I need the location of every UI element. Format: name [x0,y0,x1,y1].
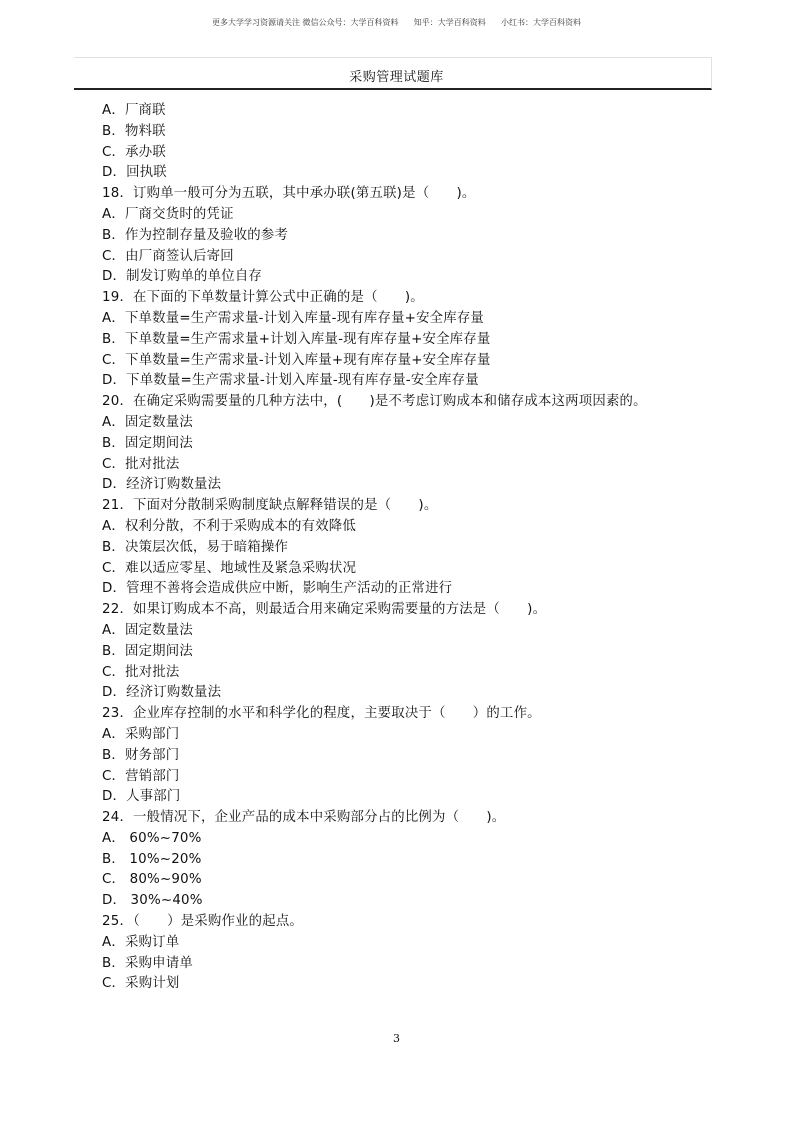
option-line: D．经济订购数量法 [102,477,222,493]
option-line: C．下单数量=生产需求量-计划入库量+现有库存量+安全库存量 [102,352,491,368]
option-line: A．采购部门 [102,726,180,742]
option-line: D．人事部门 [102,789,181,805]
page-title: 采购管理试题库 [349,70,444,85]
option-line: C． 80%~90% [102,872,202,888]
option-line: A．固定数量法 [102,622,193,638]
page-number: 3 [393,1032,400,1045]
question-line: 18．订购单一般可分为五联，其中承办联(第五联)是（ )。 [102,186,476,202]
option-line: B． 10%~20% [102,851,202,867]
question-line: 20．在确定采购需要量的几种方法中，( )是不考虑订购成本和储存成本这两项因素的。 [102,394,647,410]
option-line: C．营销部门 [102,768,180,784]
option-line: A．下单数量=生产需求量-计划入库量-现有库存量+安全库存量 [102,310,485,326]
option-line: A．厂商联 [102,103,166,118]
option-line: C．批对批法 [102,456,180,472]
option-line: B．固定期间法 [102,643,193,659]
question-line: 22．如果订购成本不高，则最适合用来确定采购需要量的方法是（ )。 [102,602,547,618]
option-line: B．决策层次低，易于暗箱操作 [102,539,289,555]
question-line: 24．一般情况下，企业产品的成本中采购部分占的比例为（ )。 [102,810,506,826]
question-line: 21．下面对分散制采购制度缺点解释错误的是（ )。 [102,498,438,514]
option-line: D．制发订购单的单位自存 [102,269,263,285]
option-line: B．物料联 [102,123,166,139]
option-line: D．回执联 [102,165,167,181]
option-line: C．由厂商签认后寄回 [102,248,234,264]
option-line: D．经济订购数量法 [102,685,222,701]
option-line: A． 60%~70% [102,830,202,846]
option-line: C．批对批法 [102,664,180,680]
option-line: D．下单数量=生产需求量-计划入库量-现有库存量-安全库存量 [102,373,479,389]
option-line: C．难以适应零星、地域性及紧急采购状况 [102,560,357,576]
option-line: A．厂商交货时的凭证 [102,206,234,222]
option-line: A．权利分散，不利于采购成本的有效降低 [102,518,356,534]
question-list [102,101,722,995]
option-line: C．承办联 [102,144,166,160]
top-note: 更多大学学习资源请关注 微信公众号：大学百科资料 知乎：大学百科资料 小红书：大学百科资料 [211,18,582,27]
question-line: 25．（ ）是采购作业的起点。 [102,914,304,930]
option-line: A．采购订单 [102,934,180,950]
option-line: B．下单数量=生产需求量+计划入库量-现有库存量+安全库存量 [102,331,491,347]
option-line: B．作为控制存量及验收的参考 [102,227,289,243]
question-line: 23．企业库存控制的水平和科学化的程度，主要取决于（ ）的工作。 [102,706,541,722]
option-line: D． 30%~40% [102,893,203,909]
option-line: D．管理不善将会造成供应中断，影响生产活动的正常进行 [102,581,453,597]
question-line: 19．在下面的下单数量计算公式中正确的是（ )。 [102,290,424,306]
option-line: B．财务部门 [102,747,180,763]
option-line: A．固定数量法 [102,414,193,430]
option-line: C．采购计划 [102,976,180,992]
option-line: B．采购申请单 [102,955,193,971]
option-line: B．固定期间法 [102,435,193,451]
